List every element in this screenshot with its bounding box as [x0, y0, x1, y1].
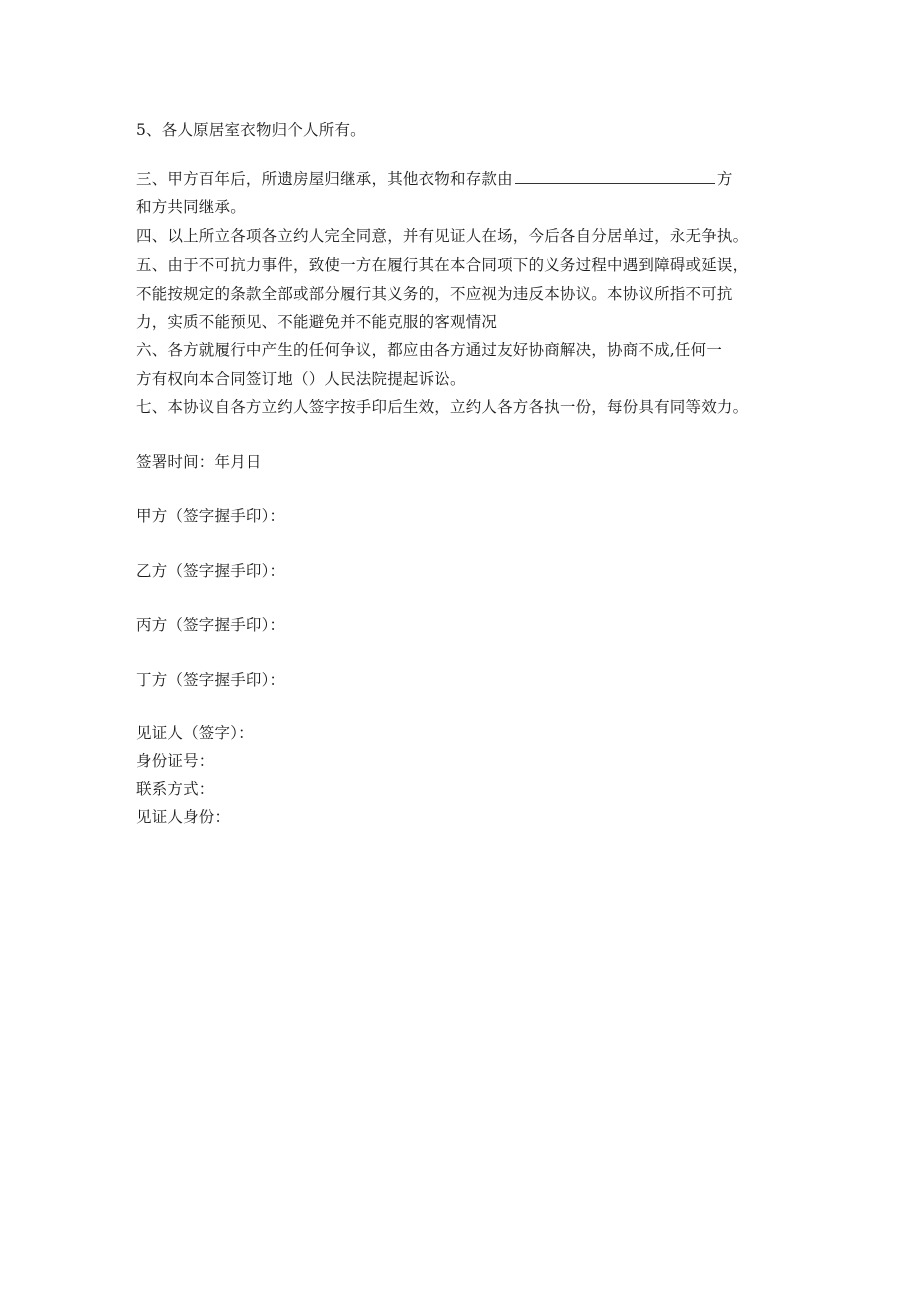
- clause-3-suffix: 方: [716, 170, 733, 188]
- witness-signature: 见证人（签字）：: [136, 724, 254, 742]
- clause-6-line-1: 六、各方就履行中产生的任何争议，都应由各方通过友好协商解决，协商不成,任何一: [136, 341, 723, 359]
- clause-3-text: 三、甲方百年后，所遗房屋归继承，其他衣物和存款由: [136, 170, 513, 188]
- clause-7: 七、本协议自各方立约人签字按手印后生效，立约人各方各执一份，每份具有同等效力。: [136, 398, 749, 416]
- party-d-signature: 丁方（签字握手印）：: [136, 671, 286, 689]
- item-5: 5、各人原居室衣物归个人所有。: [136, 121, 366, 139]
- clause-5-line-3: 力，实质不能预见、不能避免并不能克服的客观情况: [136, 313, 498, 331]
- contact-info: 联系方式：: [136, 780, 215, 798]
- party-a-signature: 甲方（签字握手印）：: [136, 507, 286, 525]
- sign-date: 签署时间：年月日: [136, 453, 262, 471]
- party-b-signature: 乙方（签字握手印）：: [136, 562, 286, 580]
- clause-3-line-1: [136, 168, 733, 190]
- fill-in-blank[interactable]: [515, 168, 715, 184]
- party-c-signature: 丙方（签字握手印）：: [136, 616, 286, 634]
- witness-identity: 见证人身份：: [136, 808, 231, 826]
- clause-6-line-2: 方有权向本合同签订地（）人民法院提起诉讼。: [136, 370, 466, 388]
- clause-4: 四、以上所立各项各立约人完全同意，并有见证人在场，今后各自分居单过，永无争执。: [136, 227, 749, 245]
- id-number: 身份证号：: [136, 752, 215, 770]
- clause-5-line-2: 不能按规定的条款全部或部分履行其义务的，不应视为违反本协议。本协议所指不可抗: [136, 285, 733, 303]
- clause-5-line-1: 五、由于不可抗力事件，致使一方在履行其在本合同项下的义务过程中遇到障碍或延误，: [136, 256, 749, 274]
- clause-3-line-2: 和方共同继承。: [136, 198, 246, 216]
